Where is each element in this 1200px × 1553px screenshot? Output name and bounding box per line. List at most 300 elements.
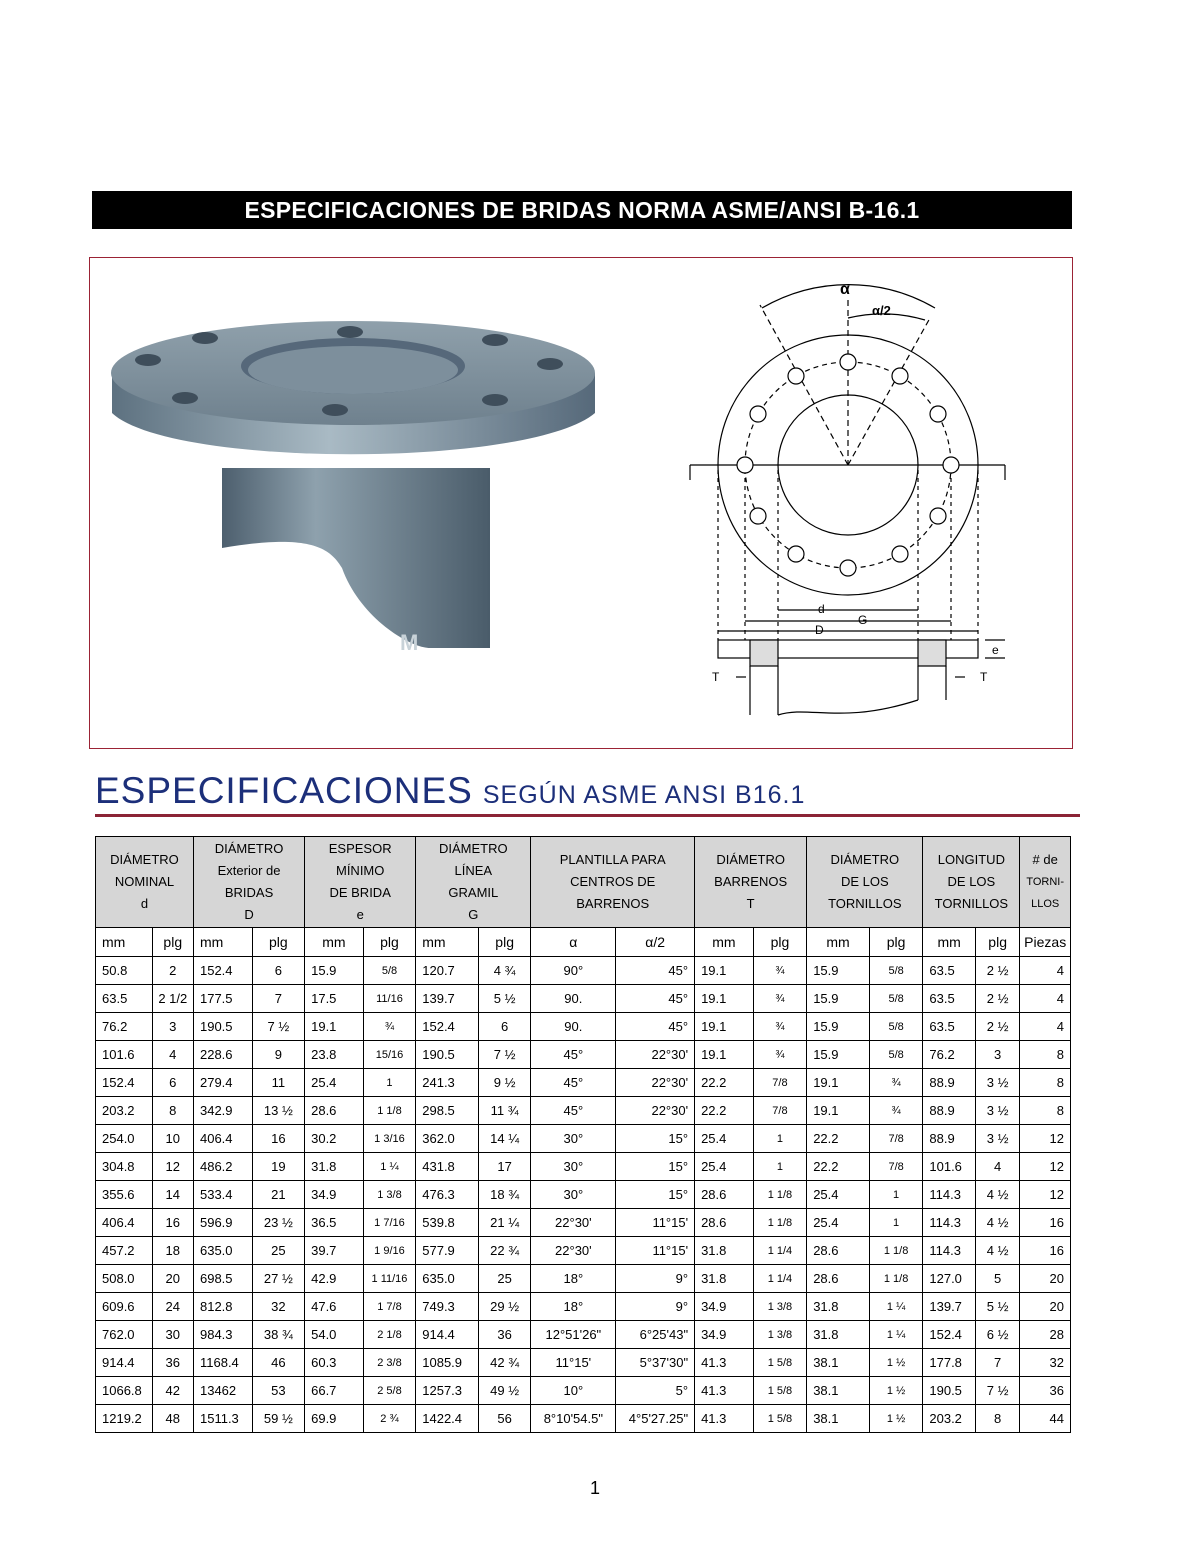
table-cell: 23.8 <box>305 1041 364 1069</box>
table-cell: 22.2 <box>807 1125 870 1153</box>
unit-header: mm <box>96 928 153 957</box>
table-cell: 4 ½ <box>975 1237 1019 1265</box>
table-cell: 18° <box>531 1293 616 1321</box>
table-cell: 19.1 <box>695 985 754 1013</box>
table-cell: 152.4 <box>923 1321 976 1349</box>
unit-header: mm <box>923 928 976 957</box>
table-cell: 914.4 <box>96 1349 153 1377</box>
table-row <box>96 1181 1071 1209</box>
table-cell: ¾ <box>753 985 807 1013</box>
table-cell: 2 1/2 <box>152 985 193 1013</box>
table-cell: 5 <box>975 1265 1019 1293</box>
flange-drawing <box>680 275 1025 725</box>
table-cell: 10° <box>531 1377 616 1405</box>
table-cell: 984.3 <box>193 1321 252 1349</box>
table-cell: 48 <box>152 1405 193 1433</box>
table-row <box>96 1125 1071 1153</box>
table-cell: 457.2 <box>96 1237 153 1265</box>
table-cell: 25.4 <box>695 1153 754 1181</box>
table-cell: 2 1/8 <box>363 1321 416 1349</box>
table-cell: 36.5 <box>305 1209 364 1237</box>
table-cell: 21 <box>252 1181 305 1209</box>
table-cell: 90. <box>531 985 616 1013</box>
table-cell: 254.0 <box>96 1125 153 1153</box>
table-cell: 19.1 <box>695 1013 754 1041</box>
table-cell: ¾ <box>363 1013 416 1041</box>
col-group-plantilla: PLANTILLA PARA CENTROS DE BARRENOS <box>531 837 695 928</box>
table-cell: 539.8 <box>416 1209 479 1237</box>
table-cell: 9 ½ <box>478 1069 531 1097</box>
table-cell: ¾ <box>753 957 807 985</box>
table-cell: 3 ½ <box>975 1069 1019 1097</box>
table-cell: ¾ <box>869 1069 923 1097</box>
table-cell: 63.5 <box>923 1013 976 1041</box>
table-cell: 88.9 <box>923 1125 976 1153</box>
table-cell: 34.9 <box>305 1181 364 1209</box>
table-cell: 24 <box>152 1293 193 1321</box>
table-cell: 5/8 <box>869 1013 923 1041</box>
table-cell: 1 1/8 <box>869 1265 923 1293</box>
table-cell: 279.4 <box>193 1069 252 1097</box>
table-cell: 36 <box>478 1321 531 1349</box>
table-cell: 16 <box>152 1209 193 1237</box>
table-cell: 17 <box>478 1153 531 1181</box>
col-group-barrenos: DIÁMETRO BARRENOS T <box>695 837 807 928</box>
col-group-espesor: ESPESOR MÍNIMO DE BRIDA e <box>305 837 416 928</box>
table-cell: 31.8 <box>807 1293 870 1321</box>
table-cell: 914.4 <box>416 1321 479 1349</box>
table-cell: 114.3 <box>923 1181 976 1209</box>
table-cell: 1422.4 <box>416 1405 479 1433</box>
table-cell: 1 ¼ <box>869 1321 923 1349</box>
table-cell: 45° <box>616 1013 695 1041</box>
table-cell: 6°25'43" <box>616 1321 695 1349</box>
table-cell: 203.2 <box>923 1405 976 1433</box>
spec-table <box>95 836 1071 1433</box>
table-cell: 1 7/8 <box>363 1293 416 1321</box>
table-cell: 749.3 <box>416 1293 479 1321</box>
table-cell: 7/8 <box>753 1097 807 1125</box>
table-cell: 36 <box>1020 1377 1071 1405</box>
table-cell: 8 <box>1020 1069 1071 1097</box>
col-group-nominal: DIÁMETRO NOMINAL d <box>96 837 194 928</box>
table-cell: 1 1/8 <box>363 1097 416 1125</box>
table-cell: 4 ½ <box>975 1209 1019 1237</box>
table-cell: 19.1 <box>695 957 754 985</box>
table-cell: 15° <box>616 1181 695 1209</box>
table-cell: 25.4 <box>695 1125 754 1153</box>
table-cell: 2 ½ <box>975 1013 1019 1041</box>
table-cell: 4 ½ <box>975 1181 1019 1209</box>
table-cell: 30° <box>531 1153 616 1181</box>
table-cell: 20 <box>1020 1293 1071 1321</box>
table-cell: 1066.8 <box>96 1377 153 1405</box>
e-label: e <box>992 643 999 657</box>
table-cell: 5°37'30" <box>616 1349 695 1377</box>
d-label: d <box>818 602 825 616</box>
table-cell: 1511.3 <box>193 1405 252 1433</box>
table-cell: 533.4 <box>193 1181 252 1209</box>
table-cell: 1 3/8 <box>363 1181 416 1209</box>
table-cell: 1 <box>869 1209 923 1237</box>
table-cell: 49 ½ <box>478 1377 531 1405</box>
alpha-label: α <box>840 281 850 298</box>
table-cell: 19.1 <box>305 1013 364 1041</box>
table-cell: 2 3/8 <box>363 1349 416 1377</box>
table-cell: 63.5 <box>923 985 976 1013</box>
table-cell: 38.1 <box>807 1405 870 1433</box>
T-label-right: T <box>980 670 988 684</box>
table-cell: 46 <box>252 1349 305 1377</box>
table-cell: 56 <box>478 1405 531 1433</box>
table-cell: 20 <box>1020 1265 1071 1293</box>
table-cell: 30.2 <box>305 1125 364 1153</box>
table-cell: 1 5/8 <box>753 1405 807 1433</box>
table-cell: 22.2 <box>807 1153 870 1181</box>
table-row <box>96 1069 1071 1097</box>
table-cell: 63.5 <box>923 957 976 985</box>
table-cell: 5° <box>616 1377 695 1405</box>
table-cell: 3 <box>975 1041 1019 1069</box>
table-cell: 1 1/4 <box>753 1237 807 1265</box>
unit-header: α <box>531 928 616 957</box>
table-cell: 1257.3 <box>416 1377 479 1405</box>
table-cell: 139.7 <box>416 985 479 1013</box>
table-cell: 508.0 <box>96 1265 153 1293</box>
table-cell: 1 <box>869 1181 923 1209</box>
table-cell: 4 <box>975 1153 1019 1181</box>
table-cell: 22°30' <box>616 1097 695 1125</box>
table-cell: 7 ½ <box>252 1013 305 1041</box>
table-cell: 241.3 <box>416 1069 479 1097</box>
unit-header: plg <box>869 928 923 957</box>
table-cell: 54.0 <box>305 1321 364 1349</box>
table-cell: 4 <box>152 1041 193 1069</box>
table-cell: 22.2 <box>695 1069 754 1097</box>
page-number: 1 <box>589 1478 600 1498</box>
table-cell: 1 ½ <box>869 1405 923 1433</box>
table-row <box>96 1153 1071 1181</box>
table-cell: 22°30' <box>616 1041 695 1069</box>
table-cell: 7/8 <box>869 1125 923 1153</box>
table-cell: 5/8 <box>869 957 923 985</box>
table-cell: 25.4 <box>807 1209 870 1237</box>
table-cell: 22.2 <box>695 1097 754 1125</box>
unit-header: plg <box>363 928 416 957</box>
spec-table-body <box>96 957 1071 1433</box>
table-cell: 1168.4 <box>193 1349 252 1377</box>
table-cell: 32 <box>252 1293 305 1321</box>
table-row <box>96 1209 1071 1237</box>
table-cell: 11°15' <box>616 1209 695 1237</box>
table-cell: 1 <box>363 1069 416 1097</box>
table-cell: 203.2 <box>96 1097 153 1125</box>
table-cell: 41.3 <box>695 1377 754 1405</box>
table-row <box>96 1377 1071 1405</box>
unit-header: mm <box>416 928 479 957</box>
table-cell: 28.6 <box>695 1209 754 1237</box>
table-row <box>96 1405 1071 1433</box>
table-cell: 45° <box>531 1069 616 1097</box>
table-cell: 30° <box>531 1125 616 1153</box>
table-cell: 25 <box>252 1237 305 1265</box>
table-cell: 762.0 <box>96 1321 153 1349</box>
table-cell: 1085.9 <box>416 1349 479 1377</box>
unit-header: plg <box>152 928 193 957</box>
table-cell: 177.5 <box>193 985 252 1013</box>
table-cell: 3 <box>152 1013 193 1041</box>
table-cell: 139.7 <box>923 1293 976 1321</box>
table-cell: 8 <box>1020 1097 1071 1125</box>
table-cell: 1 1/8 <box>753 1209 807 1237</box>
table-row <box>96 1349 1071 1377</box>
table-cell: 53 <box>252 1377 305 1405</box>
table-cell: 60.3 <box>305 1349 364 1377</box>
table-cell: 76.2 <box>923 1041 976 1069</box>
table-cell: 15.9 <box>305 957 364 985</box>
alpha-half-label: α/2 <box>872 303 891 318</box>
table-cell: 6 <box>252 957 305 985</box>
table-cell: 7 <box>252 985 305 1013</box>
unit-header: plg <box>252 928 305 957</box>
table-cell: 28.6 <box>695 1181 754 1209</box>
table-cell: 7 ½ <box>975 1377 1019 1405</box>
table-row <box>96 1041 1071 1069</box>
table-cell: 19 <box>252 1153 305 1181</box>
table-cell: 28.6 <box>305 1097 364 1125</box>
table-cell: 8°10'54.5" <box>531 1405 616 1433</box>
table-cell: 25 <box>478 1265 531 1293</box>
table-row <box>96 1237 1071 1265</box>
table-cell: 22°30' <box>531 1237 616 1265</box>
units-row <box>96 928 1071 957</box>
table-cell: 7/8 <box>753 1069 807 1097</box>
table-cell: 11/16 <box>363 985 416 1013</box>
table-cell: 5 ½ <box>975 1293 1019 1321</box>
table-cell: 25.4 <box>807 1181 870 1209</box>
table-cell: 42.9 <box>305 1265 364 1293</box>
table-row <box>96 957 1071 985</box>
table-cell: 1 1/4 <box>753 1265 807 1293</box>
table-cell: 88.9 <box>923 1069 976 1097</box>
table-cell: 12°51'26" <box>531 1321 616 1349</box>
table-cell: 18° <box>531 1265 616 1293</box>
table-cell: 812.8 <box>193 1293 252 1321</box>
spec-heading-main: ESPECIFICACIONES <box>95 770 473 811</box>
table-cell: 34.9 <box>695 1293 754 1321</box>
table-cell: 2 ½ <box>975 957 1019 985</box>
table-cell: 16 <box>1020 1209 1071 1237</box>
table-cell: 2 <box>152 957 193 985</box>
table-cell: ¾ <box>869 1097 923 1125</box>
table-cell: 90° <box>531 957 616 985</box>
table-cell: 15° <box>616 1153 695 1181</box>
table-row <box>96 1293 1071 1321</box>
table-cell: 4 <box>1020 985 1071 1013</box>
unit-header: plg <box>753 928 807 957</box>
table-cell: 2 ½ <box>975 985 1019 1013</box>
table-cell: 19.1 <box>695 1041 754 1069</box>
table-cell: 22 ¾ <box>478 1237 531 1265</box>
table-cell: 12 <box>1020 1153 1071 1181</box>
table-cell: 476.3 <box>416 1181 479 1209</box>
table-cell: 45° <box>616 957 695 985</box>
G-label: G <box>858 613 868 627</box>
table-cell: 42 ¾ <box>478 1349 531 1377</box>
table-cell: 4 ¾ <box>478 957 531 985</box>
table-cell: 1 ½ <box>869 1349 923 1377</box>
T-label-left: T <box>712 670 720 684</box>
table-cell: 1 ½ <box>869 1377 923 1405</box>
table-cell: ¾ <box>753 1013 807 1041</box>
table-cell: 177.8 <box>923 1349 976 1377</box>
table-cell: 5/8 <box>869 1041 923 1069</box>
table-cell: 101.6 <box>96 1041 153 1069</box>
table-row <box>96 1265 1071 1293</box>
table-row <box>96 985 1071 1013</box>
table-cell: 486.2 <box>193 1153 252 1181</box>
table-cell: 22°30' <box>531 1209 616 1237</box>
table-cell: 11°15' <box>616 1237 695 1265</box>
table-cell: 15° <box>616 1125 695 1153</box>
table-cell: 20 <box>152 1265 193 1293</box>
table-cell: 45° <box>531 1041 616 1069</box>
table-row <box>96 1097 1071 1125</box>
table-cell: 45° <box>616 985 695 1013</box>
table-cell: 10 <box>152 1125 193 1153</box>
table-cell: 342.9 <box>193 1097 252 1125</box>
col-group-tornillos-long: LONGITUD DE LOS TORNILLOS <box>923 837 1020 928</box>
table-cell: 18 ¾ <box>478 1181 531 1209</box>
table-cell: 4 <box>1020 1013 1071 1041</box>
table-cell: 18 <box>152 1237 193 1265</box>
table-cell: 3 ½ <box>975 1125 1019 1153</box>
table-cell: 22°30' <box>616 1069 695 1097</box>
table-cell: 152.4 <box>193 957 252 985</box>
table-cell: 304.8 <box>96 1153 153 1181</box>
table-cell: 15.9 <box>807 985 870 1013</box>
flange-photo <box>110 318 600 663</box>
table-cell: 12 <box>152 1153 193 1181</box>
table-cell: 25.4 <box>305 1069 364 1097</box>
table-row <box>96 1321 1071 1349</box>
table-cell: 23 ½ <box>252 1209 305 1237</box>
table-cell: 1 3/8 <box>753 1321 807 1349</box>
table-cell: 1 3/8 <box>753 1293 807 1321</box>
table-cell: 5 ½ <box>478 985 531 1013</box>
table-cell: 14 ¼ <box>478 1125 531 1153</box>
table-cell: 2 ¾ <box>363 1405 416 1433</box>
unit-header: α/2 <box>616 928 695 957</box>
table-cell: 28.6 <box>807 1237 870 1265</box>
table-cell: 1 5/8 <box>753 1377 807 1405</box>
table-cell: 42 <box>152 1377 193 1405</box>
table-cell: 8 <box>152 1097 193 1125</box>
table-cell: 50.8 <box>96 957 153 985</box>
table-cell: 39.7 <box>305 1237 364 1265</box>
table-row <box>96 1013 1071 1041</box>
table-cell: 88.9 <box>923 1097 976 1125</box>
table-cell: 44 <box>1020 1405 1071 1433</box>
table-cell: 5/8 <box>869 985 923 1013</box>
table-cell: 12 <box>1020 1181 1071 1209</box>
table-cell: 228.6 <box>193 1041 252 1069</box>
table-cell: 29 ½ <box>478 1293 531 1321</box>
table-cell: 90. <box>531 1013 616 1041</box>
table-cell: 101.6 <box>923 1153 976 1181</box>
table-cell: 31.8 <box>695 1237 754 1265</box>
table-cell: 9 <box>252 1041 305 1069</box>
table-cell: 11 ¾ <box>478 1097 531 1125</box>
col-group-exterior: DIÁMETRO Exterior de BRIDAS D <box>193 837 304 928</box>
table-cell: 114.3 <box>923 1237 976 1265</box>
table-cell: 635.0 <box>416 1265 479 1293</box>
table-cell: 69.9 <box>305 1405 364 1433</box>
table-cell: 28 <box>1020 1321 1071 1349</box>
table-cell: 6 ½ <box>975 1321 1019 1349</box>
document-title: ESPECIFICACIONES DE BRIDAS NORMA ASME/ANSI B-16.1 <box>92 191 1072 229</box>
table-cell: 13 ½ <box>252 1097 305 1125</box>
table-cell: 38.1 <box>807 1377 870 1405</box>
table-cell: 406.4 <box>193 1125 252 1153</box>
table-cell: 30° <box>531 1181 616 1209</box>
table-cell: 7 <box>975 1349 1019 1377</box>
table-cell: 9° <box>616 1265 695 1293</box>
table-cell: 1 <box>753 1125 807 1153</box>
table-cell: 31.8 <box>305 1153 364 1181</box>
table-cell: 698.5 <box>193 1265 252 1293</box>
table-cell: 16 <box>252 1125 305 1153</box>
table-cell: 34.9 <box>695 1321 754 1349</box>
unit-header: mm <box>807 928 870 957</box>
table-cell: 120.7 <box>416 957 479 985</box>
table-cell: 4 <box>1020 957 1071 985</box>
table-cell: 59 ½ <box>252 1405 305 1433</box>
table-cell: 41.3 <box>695 1405 754 1433</box>
unit-header: plg <box>975 928 1019 957</box>
table-cell: 30 <box>152 1321 193 1349</box>
table-cell: 577.9 <box>416 1237 479 1265</box>
table-cell: 38.1 <box>807 1349 870 1377</box>
table-cell: 1 7/16 <box>363 1209 416 1237</box>
table-cell: 152.4 <box>416 1013 479 1041</box>
table-cell: 11°15' <box>531 1349 616 1377</box>
table-cell: 190.5 <box>193 1013 252 1041</box>
unit-header: mm <box>305 928 364 957</box>
table-cell: ¾ <box>753 1041 807 1069</box>
header-group-row <box>96 837 1071 928</box>
table-cell: 1 9/16 <box>363 1237 416 1265</box>
table-cell: 41.3 <box>695 1349 754 1377</box>
table-cell: 27 ½ <box>252 1265 305 1293</box>
D-label: D <box>815 623 824 637</box>
unit-header: Piezas <box>1020 928 1071 957</box>
table-cell: 13462 <box>193 1377 252 1405</box>
table-cell: 21 ¼ <box>478 1209 531 1237</box>
table-cell: 6 <box>478 1013 531 1041</box>
table-cell: 28.6 <box>807 1265 870 1293</box>
table-cell: 1 ¼ <box>869 1293 923 1321</box>
table-cell: 1 <box>753 1153 807 1181</box>
col-group-piezas: # de TORNI- LLOS <box>1020 837 1071 928</box>
table-cell: 355.6 <box>96 1181 153 1209</box>
table-cell: 19.1 <box>807 1069 870 1097</box>
table-cell: 1 1/8 <box>753 1181 807 1209</box>
table-cell: 15.9 <box>807 957 870 985</box>
table-cell: 66.7 <box>305 1377 364 1405</box>
table-cell: 11 <box>252 1069 305 1097</box>
table-cell: 3 ½ <box>975 1097 1019 1125</box>
